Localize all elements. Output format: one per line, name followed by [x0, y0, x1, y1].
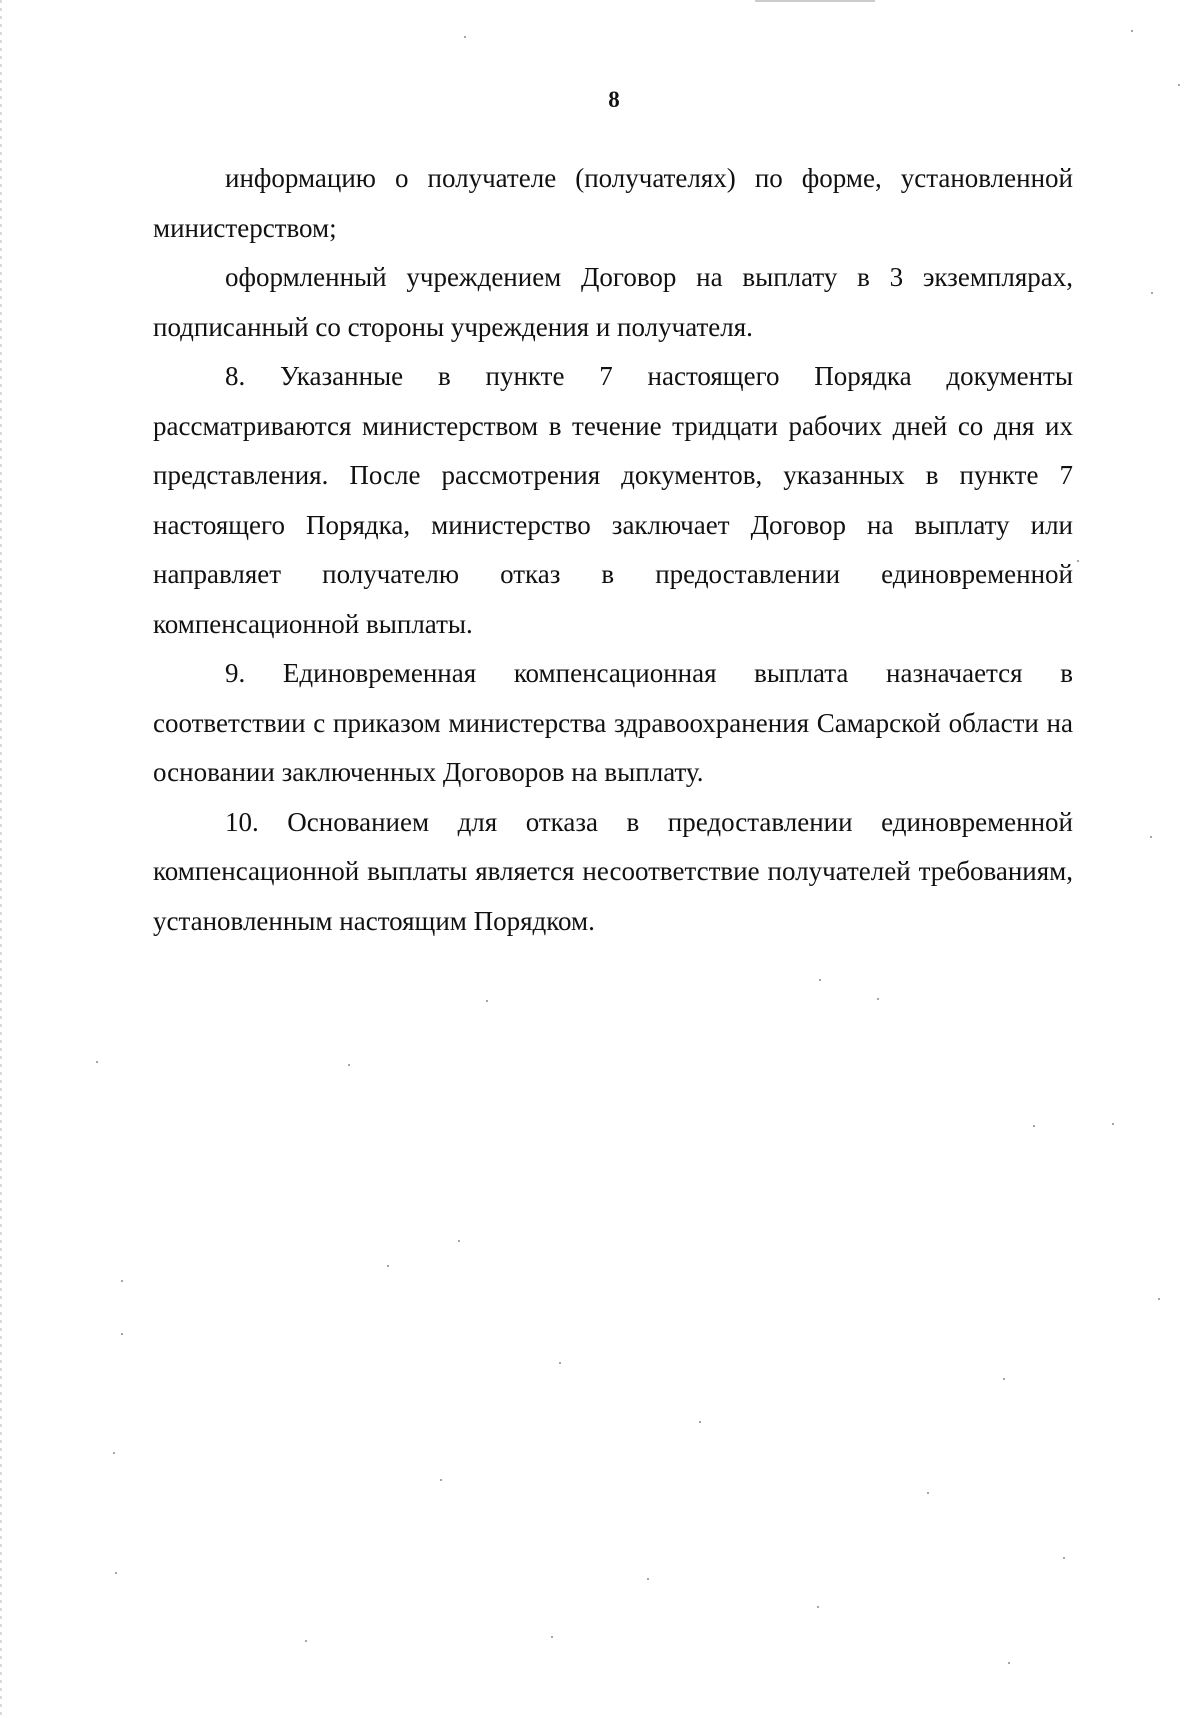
scan-speck	[877, 998, 879, 1000]
scan-speck	[113, 1452, 115, 1454]
scan-speck	[551, 1636, 553, 1638]
body-text	[153, 154, 1073, 946]
scan-speck	[440, 1479, 442, 1481]
paragraph-item-9: 9. Единовременная компенсационная выплата назначается в соответствии с приказом министерства здравоохранения Самарской области на основании заключенных Договоров на выплату.	[153, 658, 1073, 787]
page-number: 8	[608, 87, 620, 112]
scan-speck	[458, 1240, 460, 1242]
scan-speck	[1151, 292, 1153, 294]
scan-speck	[1077, 560, 1079, 562]
scan-speck	[486, 1000, 488, 1002]
scan-speck	[699, 1421, 701, 1423]
scan-speck	[559, 1362, 561, 1364]
scan-speck	[1150, 836, 1152, 838]
scan-speck	[121, 1280, 123, 1282]
scan-edge-left	[0, 0, 2, 1718]
paragraph-recipient-info: информацию о получателе (получателях) по форме, установленной министерством;	[153, 163, 1073, 243]
scan-speck	[1008, 1662, 1010, 1664]
scan-speck	[1178, 84, 1180, 86]
scan-speck	[464, 36, 466, 38]
scan-edge-top	[755, 0, 875, 2]
scan-speck	[348, 1064, 350, 1066]
scan-speck	[387, 1265, 389, 1267]
scan-speck	[1131, 30, 1133, 32]
scan-speck	[817, 1606, 819, 1608]
paragraph-item-8: 8. Указанные в пункте 7 настоящего Порядка документы рассматриваются министерством в течение тридцати рабочих дней со дня их представления. После рассмотрения документов, указанных в пункте 7 настоящего Порядка, министерство заключает Договор на выплату или направляет получателю отказ в предоставлении единовременной компенсационной выплаты.	[153, 361, 1073, 639]
scan-speck	[305, 1640, 307, 1642]
scan-speck	[96, 1061, 98, 1063]
scan-speck	[1033, 1125, 1035, 1127]
scan-speck	[1003, 1378, 1005, 1380]
scan-speck	[1112, 1123, 1114, 1125]
scan-speck	[1158, 1298, 1160, 1300]
scan-speck	[121, 1333, 123, 1335]
scan-speck	[115, 1572, 117, 1574]
scan-speck	[1063, 1557, 1065, 1559]
scan-speck	[647, 1578, 649, 1580]
scan-speck	[927, 1492, 929, 1494]
paragraph-contract-copies: оформленный учреждением Договор на выплату в 3 экземплярах, подписанный со стороны учреждения и получателя.	[153, 262, 1073, 342]
paragraph-item-10: 10. Основанием для отказа в предоставлении единовременной компенсационной выплаты является несоответствие получателей требованиям, установленным настоящим Порядком.	[153, 806, 1073, 936]
scan-speck	[819, 979, 821, 981]
